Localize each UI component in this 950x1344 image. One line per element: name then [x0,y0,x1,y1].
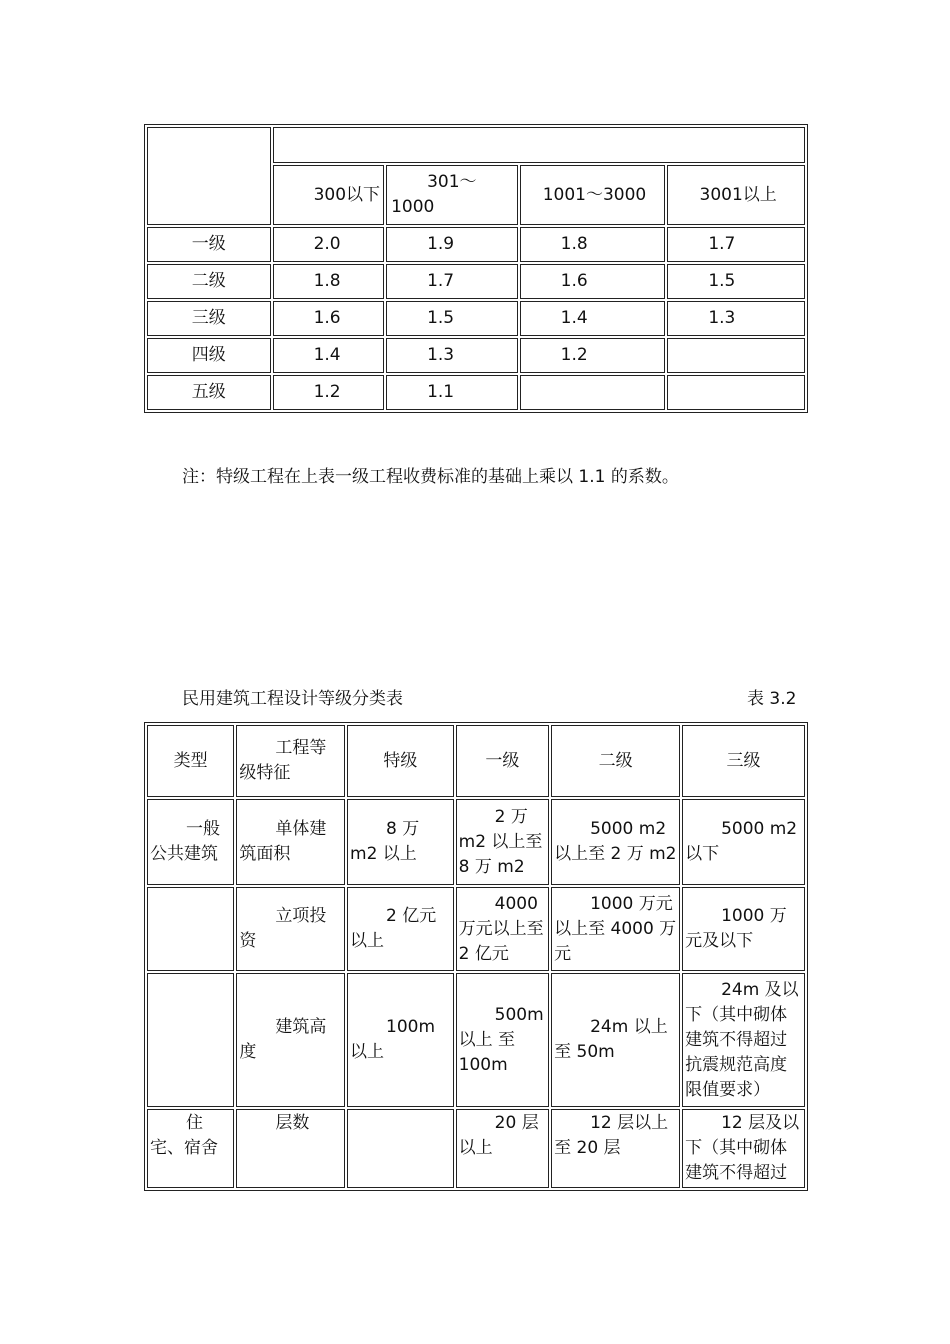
table-header-empty-cell [273,127,805,163]
table-cell: 住宅、宿舍 [147,1109,234,1188]
column-header: 1001～3000 [520,165,666,225]
table-row [147,338,805,373]
table-cell: 8 万 m2 以上 [347,799,454,885]
table-cell [147,973,234,1107]
table-cell: 5000 m2 以上至 2 万 m2 [551,799,680,885]
column-header: 3001以上 [667,165,805,225]
table-cell: 1.6 [273,301,385,336]
grade-label: 三级 [147,301,271,336]
column-header: 三级 [682,725,805,797]
table-cell: 1.2 [520,338,666,373]
table-cell: 1.6 [520,264,666,299]
table-row [147,799,805,885]
table-cell: 1.3 [667,301,805,336]
design-grade-table [144,722,808,1191]
table-cell: 1.1 [386,375,518,410]
table-cell: 1.9 [386,227,518,262]
table-cell: 1000 万元及以下 [682,887,805,971]
table-row [147,301,805,336]
table-cell: 一般公共建筑 [147,799,234,885]
table-number: 表 3.2 [747,689,797,709]
column-header: 二级 [551,725,680,797]
column-header: 一级 [456,725,549,797]
table-row [147,887,805,971]
table-row [147,375,805,410]
table-note: 注：特级工程在上表一级工程收费标准的基础上乘以 1.1 的系数。 [182,467,679,487]
column-header: 特级 [347,725,454,797]
table-cell: 1.4 [273,338,385,373]
table-cell [147,887,234,971]
table-cell [667,338,805,373]
table-cell: 1.3 [386,338,518,373]
grade-label: 二级 [147,264,271,299]
table-cell: 4000 万元以上至 2 亿元 [456,887,549,971]
table-cell [667,375,805,410]
table-cell [347,1109,454,1188]
table-cell: 1.2 [273,375,385,410]
table-cell: 立项投资 [236,887,345,971]
grade-label: 四级 [147,338,271,373]
table-cell: 1.7 [386,264,518,299]
column-header: 类型 [147,725,234,797]
table-row [147,264,805,299]
table-cell: 单体建筑面积 [236,799,345,885]
table-cell: 1.7 [667,227,805,262]
table-cell: 24m 及以下（其中砌体建筑不得超过抗震规范高度限值要求） [682,973,805,1107]
header-row [147,725,805,797]
table-cell: 1.4 [520,301,666,336]
table-cell: 2 亿元以上 [347,887,454,971]
table-cell: 层数 [236,1109,345,1188]
column-header: 301～1000 [386,165,518,225]
table-cell: 1.5 [386,301,518,336]
table-cell: 100m 以上 [347,973,454,1107]
fee-coefficient-table [144,124,808,413]
table-cell: 1.8 [520,227,666,262]
table-cell: 1000 万元以上至 4000 万元 [551,887,680,971]
table-cell: 20 层以上 [456,1109,549,1188]
grade-label: 五级 [147,375,271,410]
table-cell: 2.0 [273,227,385,262]
table-cell: 5000 m2 以下 [682,799,805,885]
table-cell: 12 层及以下（其中砌体建筑不得超过 [682,1109,805,1188]
table-cell: 建筑高度 [236,973,345,1107]
table-cell: 500m 以上 至 100m [456,973,549,1107]
table-row [147,1109,805,1188]
column-header: 工程等级特征 [236,725,345,797]
table-corner-cell [147,127,271,225]
table-cell [520,375,666,410]
table-title: 民用建筑工程设计等级分类表 [182,689,403,709]
column-header: 300以下 [273,165,385,225]
table-cell: 1.8 [273,264,385,299]
table-cell: 2 万 m2 以上至 8 万 m2 [456,799,549,885]
table-row [147,227,805,262]
table-cell: 12 层以上 至 20 层 [551,1109,680,1188]
grade-label: 一级 [147,227,271,262]
table-cell: 24m 以上 至 50m [551,973,680,1107]
table-row [147,973,805,1107]
table-cell: 1.5 [667,264,805,299]
